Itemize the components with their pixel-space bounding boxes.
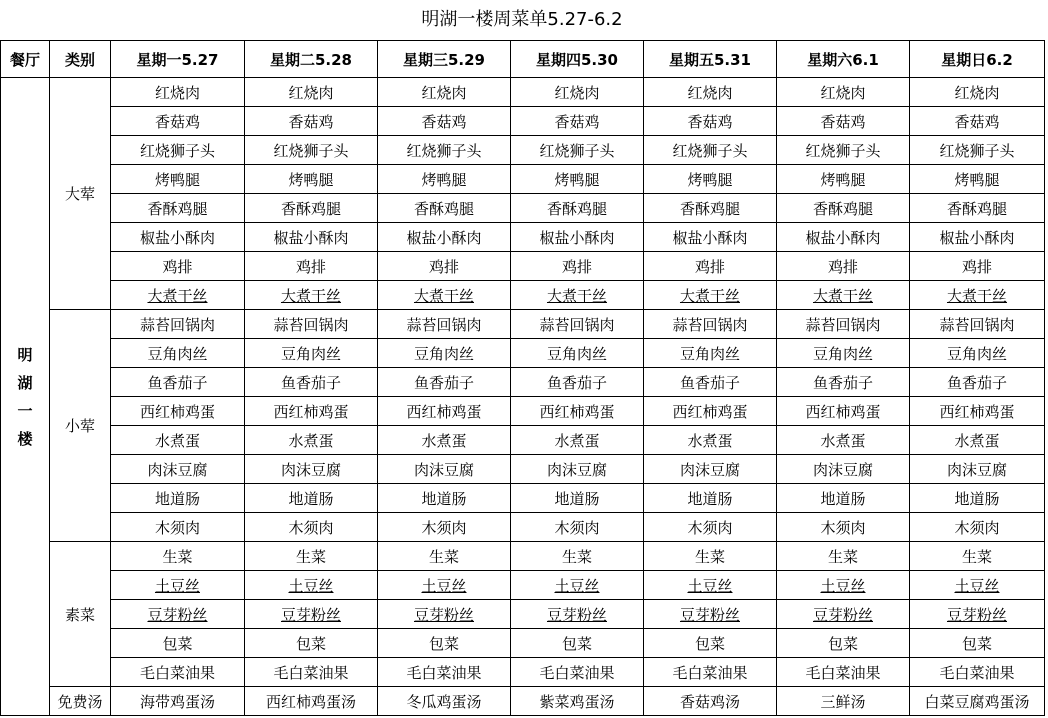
- dish-cell: 肉沫豆腐: [910, 455, 1045, 484]
- restaurant-cell: [1, 78, 50, 716]
- category-cell: 大荤: [50, 78, 111, 310]
- dish-cell: 木须肉: [511, 513, 644, 542]
- dish-cell: 椒盐小酥肉: [378, 223, 511, 252]
- dish-cell: 西红柿鸡蛋: [910, 397, 1045, 426]
- dish-cell: 香菇鸡: [111, 107, 245, 136]
- dish-cell: 生菜: [378, 542, 511, 571]
- soup-cell: 三鲜汤: [777, 687, 910, 716]
- dish-cell: 生菜: [777, 542, 910, 571]
- dish-cell: 烤鸭腿: [111, 165, 245, 194]
- dish-cell: 红烧狮子头: [777, 136, 910, 165]
- dish-cell: 木须肉: [910, 513, 1045, 542]
- soup-cell: 紫菜鸡蛋汤: [511, 687, 644, 716]
- dish-cell: 生菜: [245, 542, 378, 571]
- dish-cell: 毛白菜油果: [511, 658, 644, 687]
- dish-cell: 水煮蛋: [644, 426, 777, 455]
- table-row: [1, 426, 1045, 455]
- dish-cell: 土豆丝: [910, 571, 1045, 600]
- dish-cell: 烤鸭腿: [245, 165, 378, 194]
- dish-cell: 鸡排: [378, 252, 511, 281]
- dish-cell: 木须肉: [378, 513, 511, 542]
- dish-cell: 毛白菜油果: [378, 658, 511, 687]
- table-row: [1, 107, 1045, 136]
- soup-cell: 冬瓜鸡蛋汤: [378, 687, 511, 716]
- day-header: 星期一5.27: [111, 41, 245, 78]
- dish-cell: 肉沫豆腐: [644, 455, 777, 484]
- dish-cell: 椒盐小酥肉: [111, 223, 245, 252]
- dish-cell: 地道肠: [777, 484, 910, 513]
- dish-cell: 豆角肉丝: [910, 339, 1045, 368]
- table-row: [1, 513, 1045, 542]
- table-row: [1, 78, 1045, 107]
- dish-cell: 蒜苔回锅肉: [245, 310, 378, 339]
- table-row: [1, 310, 1045, 339]
- dish-cell: 鱼香茄子: [378, 368, 511, 397]
- dish-cell: 香菇鸡: [644, 107, 777, 136]
- dish-cell: 红烧肉: [644, 78, 777, 107]
- table-row: [1, 165, 1045, 194]
- dish-cell: 地道肠: [378, 484, 511, 513]
- dish-cell: 地道肠: [644, 484, 777, 513]
- dish-cell: 土豆丝: [378, 571, 511, 600]
- dish-cell: 香酥鸡腿: [511, 194, 644, 223]
- dish-cell: 生菜: [910, 542, 1045, 571]
- dish-cell: 水煮蛋: [511, 426, 644, 455]
- table-row: [1, 194, 1045, 223]
- day-header: 星期二5.28: [245, 41, 378, 78]
- dish-cell: 西红柿鸡蛋: [777, 397, 910, 426]
- dish-cell: 香酥鸡腿: [910, 194, 1045, 223]
- dish-cell: 红烧狮子头: [511, 136, 644, 165]
- dish-cell: 豆角肉丝: [378, 339, 511, 368]
- dish-cell: 豆芽粉丝: [511, 600, 644, 629]
- dish-cell: 烤鸭腿: [777, 165, 910, 194]
- dish-cell: 毛白菜油果: [910, 658, 1045, 687]
- dish-cell: 鸡排: [111, 252, 245, 281]
- dish-cell: 香酥鸡腿: [644, 194, 777, 223]
- dish-cell: 红烧肉: [378, 78, 511, 107]
- category-cell: 小荤: [50, 310, 111, 542]
- dish-cell: 香酥鸡腿: [245, 194, 378, 223]
- dish-cell: 大煮干丝: [245, 281, 378, 310]
- table-row: [1, 542, 1045, 571]
- dish-cell: 毛白菜油果: [111, 658, 245, 687]
- dish-cell: 蒜苔回锅肉: [111, 310, 245, 339]
- dish-cell: 香菇鸡: [245, 107, 378, 136]
- dish-cell: 地道肠: [111, 484, 245, 513]
- dish-cell: 香菇鸡: [378, 107, 511, 136]
- dish-cell: 水煮蛋: [245, 426, 378, 455]
- dish-cell: 香酥鸡腿: [378, 194, 511, 223]
- dish-cell: 红烧肉: [511, 78, 644, 107]
- dish-cell: 香酥鸡腿: [777, 194, 910, 223]
- dish-cell: 生菜: [511, 542, 644, 571]
- table-row: [1, 629, 1045, 658]
- dish-cell: 鸡排: [245, 252, 378, 281]
- dish-cell: 红烧肉: [111, 78, 245, 107]
- dish-cell: 土豆丝: [245, 571, 378, 600]
- dish-cell: 生菜: [111, 542, 245, 571]
- dish-cell: 水煮蛋: [378, 426, 511, 455]
- dish-cell: 土豆丝: [111, 571, 245, 600]
- dish-cell: 毛白菜油果: [245, 658, 378, 687]
- dish-cell: 烤鸭腿: [910, 165, 1045, 194]
- dish-cell: 椒盐小酥肉: [511, 223, 644, 252]
- header-row: [1, 41, 1045, 78]
- table-row: [1, 397, 1045, 426]
- dish-cell: 木须肉: [777, 513, 910, 542]
- dish-cell: 椒盐小酥肉: [910, 223, 1045, 252]
- dish-cell: 土豆丝: [511, 571, 644, 600]
- dish-cell: 鱼香茄子: [644, 368, 777, 397]
- dish-cell: 大煮干丝: [910, 281, 1045, 310]
- category-cell: 免费汤: [50, 687, 111, 716]
- dish-cell: 烤鸭腿: [378, 165, 511, 194]
- dish-cell: 鱼香茄子: [910, 368, 1045, 397]
- dish-cell: 豆角肉丝: [511, 339, 644, 368]
- dish-cell: 香酥鸡腿: [111, 194, 245, 223]
- dish-cell: 豆芽粉丝: [111, 600, 245, 629]
- dish-cell: 大煮干丝: [777, 281, 910, 310]
- category-header: 类别: [50, 41, 111, 78]
- dish-cell: 毛白菜油果: [644, 658, 777, 687]
- dish-cell: 木须肉: [111, 513, 245, 542]
- dish-cell: 香菇鸡: [511, 107, 644, 136]
- category-cell: 素菜: [50, 542, 111, 687]
- soup-cell: 白菜豆腐鸡蛋汤: [910, 687, 1045, 716]
- dish-cell: 蒜苔回锅肉: [378, 310, 511, 339]
- table-row: [1, 571, 1045, 600]
- menu-title: 明湖一楼周菜单5.27-6.2: [421, 9, 623, 30]
- table-row: [1, 223, 1045, 252]
- dish-cell: 蒜苔回锅肉: [777, 310, 910, 339]
- dish-cell: 豆芽粉丝: [245, 600, 378, 629]
- dish-cell: 豆芽粉丝: [378, 600, 511, 629]
- table-row: [1, 252, 1045, 281]
- dish-cell: 水煮蛋: [777, 426, 910, 455]
- dish-cell: 椒盐小酥肉: [245, 223, 378, 252]
- dish-cell: 红烧狮子头: [245, 136, 378, 165]
- dish-cell: 包菜: [378, 629, 511, 658]
- dish-cell: 红烧狮子头: [378, 136, 511, 165]
- dish-cell: 红烧狮子头: [111, 136, 245, 165]
- dish-cell: 地道肠: [511, 484, 644, 513]
- table-row: [1, 368, 1045, 397]
- restaurant-name: 明湖一楼: [17, 345, 33, 448]
- dish-cell: 大煮干丝: [111, 281, 245, 310]
- day-header: 星期五5.31: [644, 41, 777, 78]
- dish-cell: 包菜: [777, 629, 910, 658]
- dish-cell: 烤鸭腿: [511, 165, 644, 194]
- dish-cell: 豆芽粉丝: [777, 600, 910, 629]
- dish-cell: 土豆丝: [777, 571, 910, 600]
- dish-cell: 肉沫豆腐: [777, 455, 910, 484]
- dish-cell: 豆芽粉丝: [644, 600, 777, 629]
- dish-cell: 椒盐小酥肉: [644, 223, 777, 252]
- dish-cell: 红烧狮子头: [644, 136, 777, 165]
- dish-cell: 水煮蛋: [111, 426, 245, 455]
- table-row: [1, 455, 1045, 484]
- dish-cell: 木须肉: [245, 513, 378, 542]
- soup-row: [1, 687, 1045, 716]
- dish-cell: 西红柿鸡蛋: [245, 397, 378, 426]
- dish-cell: 豆角肉丝: [245, 339, 378, 368]
- dish-cell: 包菜: [910, 629, 1045, 658]
- dish-cell: 红烧肉: [245, 78, 378, 107]
- dish-cell: 豆芽粉丝: [910, 600, 1045, 629]
- dish-cell: 包菜: [511, 629, 644, 658]
- dish-cell: 鸡排: [644, 252, 777, 281]
- dish-cell: 肉沫豆腐: [378, 455, 511, 484]
- dish-cell: 西红柿鸡蛋: [511, 397, 644, 426]
- soup-cell: 西红柿鸡蛋汤: [245, 687, 378, 716]
- day-header: 星期日6.2: [910, 41, 1045, 78]
- weekly-menu-table: [0, 40, 1045, 716]
- table-row: [1, 484, 1045, 513]
- dish-cell: 生菜: [644, 542, 777, 571]
- dish-cell: 肉沫豆腐: [111, 455, 245, 484]
- day-header: 星期三5.29: [378, 41, 511, 78]
- day-header: 星期六6.1: [777, 41, 910, 78]
- dish-cell: 肉沫豆腐: [245, 455, 378, 484]
- dish-cell: 肉沫豆腐: [511, 455, 644, 484]
- dish-cell: 西红柿鸡蛋: [378, 397, 511, 426]
- dish-cell: 蒜苔回锅肉: [910, 310, 1045, 339]
- dish-cell: 大煮干丝: [511, 281, 644, 310]
- dish-cell: 椒盐小酥肉: [777, 223, 910, 252]
- soup-cell: 香菇鸡汤: [644, 687, 777, 716]
- dish-cell: 地道肠: [910, 484, 1045, 513]
- table-row: [1, 136, 1045, 165]
- dish-cell: 包菜: [111, 629, 245, 658]
- dish-cell: 鱼香茄子: [111, 368, 245, 397]
- dish-cell: 豆角肉丝: [111, 339, 245, 368]
- soup-cell: 海带鸡蛋汤: [111, 687, 245, 716]
- dish-cell: 鱼香茄子: [245, 368, 378, 397]
- dish-cell: 大煮干丝: [644, 281, 777, 310]
- dish-cell: 烤鸭腿: [644, 165, 777, 194]
- dish-cell: 毛白菜油果: [777, 658, 910, 687]
- table-row: [1, 281, 1045, 310]
- dish-cell: 鸡排: [511, 252, 644, 281]
- table-row: [1, 339, 1045, 368]
- day-header: 星期四5.30: [511, 41, 644, 78]
- dish-cell: 红烧狮子头: [910, 136, 1045, 165]
- dish-cell: 香菇鸡: [910, 107, 1045, 136]
- dish-cell: 红烧肉: [910, 78, 1045, 107]
- dish-cell: 大煮干丝: [378, 281, 511, 310]
- dish-cell: 鱼香茄子: [511, 368, 644, 397]
- dish-cell: 香菇鸡: [777, 107, 910, 136]
- dish-cell: 豆角肉丝: [777, 339, 910, 368]
- dish-cell: 包菜: [245, 629, 378, 658]
- dish-cell: 木须肉: [644, 513, 777, 542]
- table-row: [1, 600, 1045, 629]
- dish-cell: 西红柿鸡蛋: [644, 397, 777, 426]
- dish-cell: 地道肠: [245, 484, 378, 513]
- dish-cell: 鸡排: [910, 252, 1045, 281]
- dish-cell: 水煮蛋: [910, 426, 1045, 455]
- table-row: [1, 658, 1045, 687]
- dish-cell: 红烧肉: [777, 78, 910, 107]
- dish-cell: 蒜苔回锅肉: [644, 310, 777, 339]
- dish-cell: 西红柿鸡蛋: [111, 397, 245, 426]
- dish-cell: 蒜苔回锅肉: [511, 310, 644, 339]
- dish-cell: 鱼香茄子: [777, 368, 910, 397]
- restaurant-header: 餐厅: [1, 41, 50, 78]
- dish-cell: 豆角肉丝: [644, 339, 777, 368]
- dish-cell: 鸡排: [777, 252, 910, 281]
- dish-cell: 土豆丝: [644, 571, 777, 600]
- dish-cell: 包菜: [644, 629, 777, 658]
